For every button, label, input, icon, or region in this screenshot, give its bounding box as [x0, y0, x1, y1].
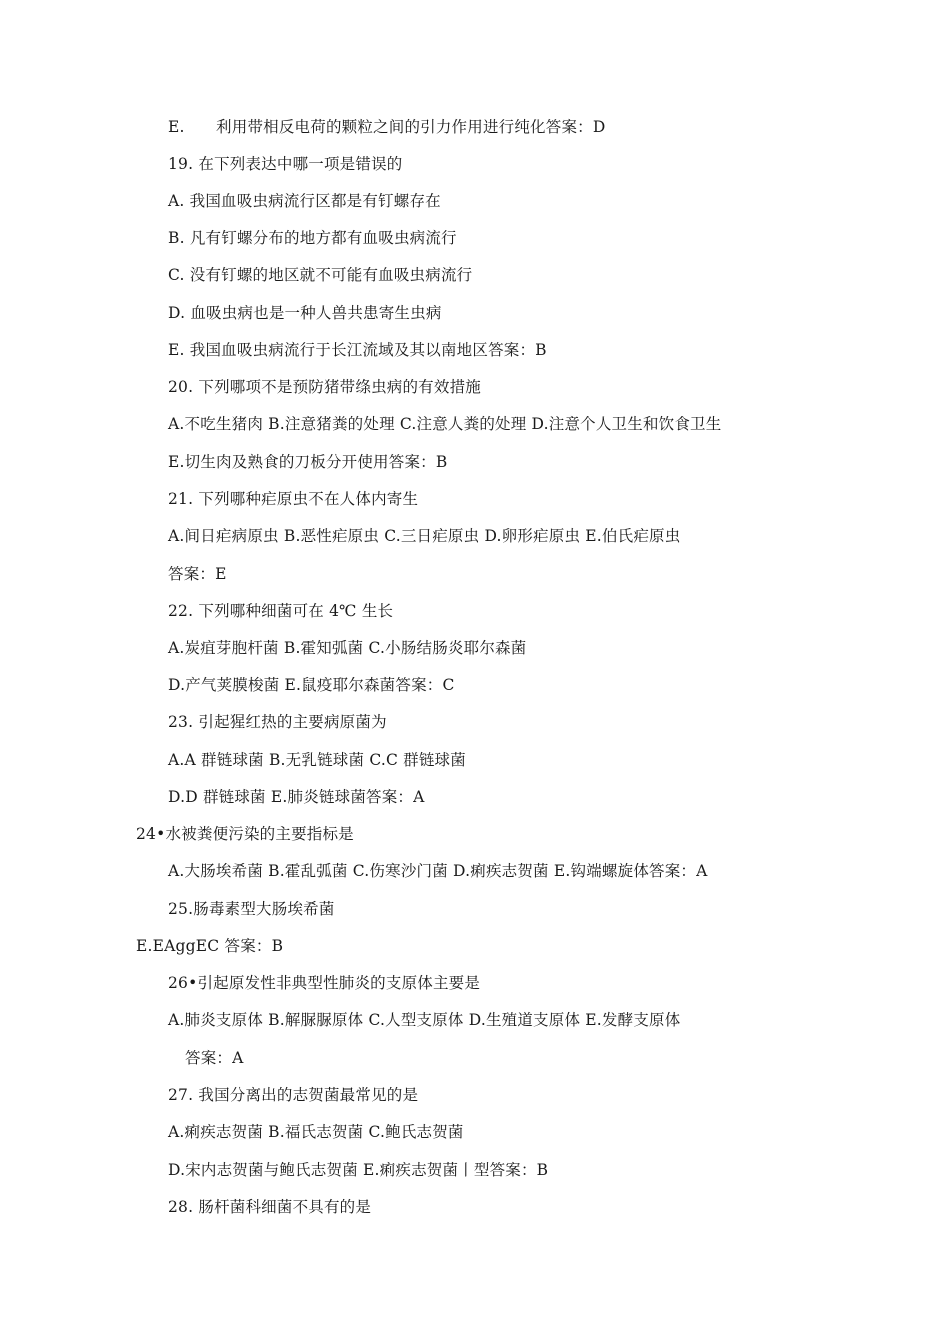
text-line: E. 利用带相反电荷的颗粒之间的引力作用进行纯化答案：D [168, 118, 606, 136]
question-25: 25.肠毒素型大肠埃希菌 [168, 900, 335, 918]
answer-line: 答案：E [168, 565, 227, 583]
option-line: D.宋内志贺菌与鲍氏志贺菌 E.痢疾志贺菌丨型答案：B [168, 1161, 549, 1179]
option-line: A.痢疾志贺菌 B.福氏志贺菌 C.鲍氏志贺菌 [168, 1123, 464, 1141]
option-line: A.A 群链球菌 B.无乳链球菌 C.C 群链球菌 [168, 751, 466, 769]
option-line: E. 我国血吸虫病流行于长江流域及其以南地区答案：B [168, 341, 547, 359]
option-line: D.产气荚膜梭菌 E.鼠疫耶尔森菌答案：C [168, 676, 455, 694]
question-28: 28. 肠杆菌科细菌不具有的是 [168, 1198, 372, 1216]
question-19: 19. 在下列表达中哪一项是错误的 [168, 155, 403, 173]
question-27: 27. 我国分离出的志贺菌最常见的是 [168, 1086, 419, 1104]
option-line: D. 血吸虫病也是一种人兽共患寄生虫病 [168, 304, 442, 322]
option-line: A.不吃生猪肉 B.注意猪粪的处理 C.注意人粪的处理 D.注意个人卫生和饮食卫生 [168, 415, 722, 433]
option-line: A.炭疽芽胞杆菌 B.霍知弧菌 C.小肠结肠炎耶尔森菌 [168, 639, 527, 657]
option-line: A.间日疟病原虫 B.恶性疟原虫 C.三日疟原虫 D.卵形疟原虫 E.伯氏疟原虫 [168, 527, 681, 545]
question-23: 23. 引起猩红热的主要病原菌为 [168, 713, 387, 731]
question-22: 22. 下列哪种细菌可在 4℃ 生长 [168, 602, 394, 620]
option-line: B. 凡有钉螺分布的地方都有血吸虫病流行 [168, 229, 457, 247]
option-line: E.EAggEC 答案：B [136, 937, 284, 955]
question-24: 24•水被粪便污染的主要指标是 [136, 825, 354, 843]
option-line: D.D 群链球菌 E.肺炎链球菌答案：A [168, 788, 425, 806]
option-line: A. 我国血吸虫病流行区都是有钉螺存在 [168, 192, 441, 210]
option-line: E.切生肉及熟食的刀板分开使用答案：B [168, 453, 448, 471]
option-line: C. 没有钉螺的地区就不可能有血吸虫病流行 [168, 266, 473, 284]
question-21: 21. 下列哪种疟原虫不在人体内寄生 [168, 490, 419, 508]
option-line: A.肺炎支原体 B.解脲脲原体 C.人型支原体 D.生殖道支原体 E.发酵支原体 [168, 1011, 681, 1029]
option-line: A.大肠埃希菌 B.霍乱弧菌 C.伤寒沙门菌 D.痢疾志贺菌 E.钩端螺旋体答案：A [168, 862, 708, 880]
question-26: 26•引起原发性非典型性肺炎的支原体主要是 [168, 974, 481, 992]
answer-line: 答案：A [185, 1049, 244, 1067]
question-20: 20. 下列哪项不是预防猪带绦虫病的有效措施 [168, 378, 481, 396]
